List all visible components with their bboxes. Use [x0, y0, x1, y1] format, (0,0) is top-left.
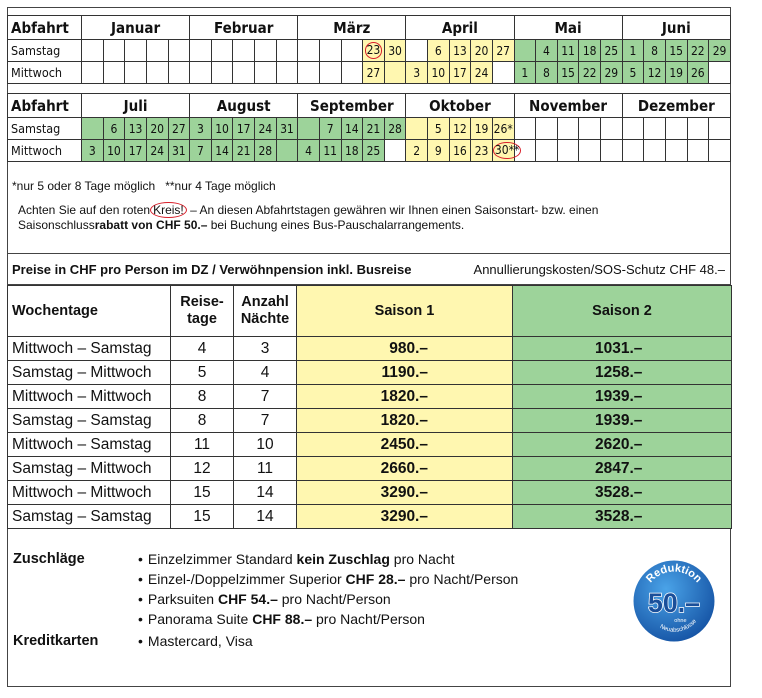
date-cell: 1: [622, 40, 644, 62]
weekday-label: Mittwoch: [8, 140, 82, 162]
date-cell: [601, 118, 623, 140]
badge-bottom-1: ohne: [674, 618, 687, 625]
travel-days: 15: [171, 505, 234, 529]
weekday-label: Samstag: [8, 118, 82, 140]
weekday-row: [8, 62, 731, 84]
price-season-1: 2660.–: [297, 457, 513, 481]
surcharge-text: Einzel-/Doppelzimmer Superior: [147, 571, 346, 587]
date-cell: [363, 40, 385, 62]
date-cell: 3: [82, 140, 104, 162]
surcharge-text: Einzelzimmer Standard: [147, 551, 297, 567]
date-cell: [146, 40, 168, 62]
price-row: [8, 457, 732, 481]
date-cell: 26*: [492, 118, 514, 140]
month-name: April: [406, 16, 514, 40]
nights: 7: [234, 409, 297, 433]
date-cell: [622, 140, 644, 162]
price-season-1: 1820.–: [297, 409, 513, 433]
route: Samstag – Samstag: [8, 409, 171, 433]
date-cell: [298, 62, 320, 84]
month-name: März: [298, 16, 406, 40]
price-season-2: 3528.–: [513, 481, 732, 505]
date-cell: 13: [449, 40, 471, 62]
date-cell: 6: [103, 118, 125, 140]
surcharge-text: Panorama Suite: [147, 611, 253, 627]
date-cell: 25: [363, 140, 385, 162]
date-cell: 31: [168, 140, 190, 162]
date-cell: 18: [579, 40, 601, 62]
date-cell: 29: [601, 62, 623, 84]
surcharge-item: [138, 609, 518, 629]
nights: 11: [234, 457, 297, 481]
date-cell: 28: [255, 140, 277, 162]
date-cell: [665, 140, 687, 162]
date-cell: [82, 62, 104, 84]
month-name: Januar: [82, 16, 190, 40]
surcharge-item: [138, 569, 518, 589]
date-cell: [514, 118, 536, 140]
date-cell: [492, 140, 520, 162]
month-name: Dezember: [622, 94, 730, 118]
month-name: Juli: [82, 94, 190, 118]
travel-days: 8: [171, 385, 234, 409]
surcharge-amount: CHF 88.–: [252, 611, 313, 627]
price-table-header: [8, 286, 732, 337]
travel-days: 11: [171, 433, 234, 457]
date-cell: [146, 62, 168, 84]
surcharge-amount: CHF 54.–: [217, 591, 278, 607]
date-cell: [536, 118, 558, 140]
credit-cards: • Mastercard, Visa: [138, 631, 253, 651]
hint-text: Achten Sie auf den roten: [18, 203, 151, 217]
surcharge-text: Parksuiten: [147, 591, 218, 607]
circled-date: 30**: [494, 143, 520, 157]
hint-line2-rest: bei Buchung eines Bus-Pauschalarrangements.: [207, 218, 465, 232]
nights: 3: [234, 337, 297, 361]
month-name: September: [298, 94, 406, 118]
date-cell: [233, 62, 255, 84]
month-name: Oktober: [406, 94, 514, 118]
date-cell: [579, 118, 601, 140]
date-cell: [168, 62, 190, 84]
badge-top-text: Reduktion: [644, 562, 705, 586]
price-row: [8, 361, 732, 385]
date-cell: 29: [709, 40, 731, 62]
hint-text-rest: – An diesen Abfahrtstagen gewähren wir Ihnen einen Saisonstart- bzw. einen: [186, 203, 599, 217]
surcharge-amount: kein Zuschlag: [296, 551, 390, 567]
price-season-2: 2847.–: [513, 457, 732, 481]
price-season-1: 1190.–: [297, 361, 513, 385]
date-cell: 24: [471, 62, 493, 84]
date-cell: [709, 118, 731, 140]
surcharge-amount: CHF 28.–: [345, 571, 406, 587]
route: Samstag – Samstag: [8, 505, 171, 529]
date-cell: [103, 62, 125, 84]
date-cell: 12: [449, 118, 471, 140]
date-cell: [622, 118, 644, 140]
nights: 14: [234, 505, 297, 529]
date-cell: [406, 40, 428, 62]
price-season-1: 1820.–: [297, 385, 513, 409]
date-cell: [82, 118, 104, 140]
date-cell: 22: [687, 40, 709, 62]
price-season-2: 1031.–: [513, 337, 732, 361]
date-cell: [255, 62, 277, 84]
price-season-2: 1939.–: [513, 409, 732, 433]
date-cell: 27: [363, 62, 385, 84]
date-cell: 27: [492, 40, 514, 62]
date-cell: [276, 40, 298, 62]
nights: 7: [234, 385, 297, 409]
calendar-second-half: [7, 93, 731, 162]
weekday-row: [8, 140, 731, 162]
circled-date: 23: [366, 43, 381, 57]
date-cell: 14: [211, 140, 233, 162]
date-cell: [82, 40, 104, 62]
travel-days: 8: [171, 409, 234, 433]
date-cell: 8: [536, 62, 558, 84]
price-title: Preise in CHF pro Person im DZ / Verwöhnpension inkl. Busreise: [12, 262, 412, 277]
route: Mittwoch – Mittwoch: [8, 481, 171, 505]
date-cell: 27: [168, 118, 190, 140]
date-cell: [190, 62, 212, 84]
date-cell: 4: [298, 140, 320, 162]
date-cell: 3: [190, 118, 212, 140]
date-cell: 10: [211, 118, 233, 140]
month-name: August: [190, 94, 298, 118]
nights: 4: [234, 361, 297, 385]
travel-days: 15: [171, 481, 234, 505]
date-cell: [709, 140, 731, 162]
date-cell: [233, 40, 255, 62]
month-name: Februar: [190, 16, 298, 40]
surcharge-unit: pro Nacht/Person: [405, 571, 519, 587]
date-cell: 7: [319, 118, 341, 140]
date-cell: [168, 40, 190, 62]
date-cell: 17: [449, 62, 471, 84]
date-cell: 19: [665, 62, 687, 84]
date-cell: [406, 118, 428, 140]
price-season-1: 980.–: [297, 337, 513, 361]
date-cell: 7: [190, 140, 212, 162]
col-season-2: Saison 2: [513, 286, 732, 337]
date-cell: [687, 118, 709, 140]
date-cell: [492, 62, 514, 84]
date-cell: [601, 140, 623, 162]
date-cell: [644, 118, 666, 140]
date-cell: 10: [428, 62, 450, 84]
date-cell: 5: [622, 62, 644, 84]
price-row: [8, 505, 732, 529]
red-circle-word: Kreis!: [150, 202, 187, 218]
credit-cards-list: [138, 631, 253, 651]
hint-discount: rabatt von CHF 50.–: [94, 218, 208, 232]
surcharge-unit: pro Nacht/Person: [277, 591, 391, 607]
hint-line2: Saisonschluss: [18, 218, 95, 232]
price-season-2: 3528.–: [513, 505, 732, 529]
date-cell: 18: [341, 140, 363, 162]
surcharges-list: [138, 549, 518, 629]
date-cell: [687, 140, 709, 162]
date-cell: [255, 40, 277, 62]
date-cell: [298, 40, 320, 62]
surcharge-item: [138, 589, 518, 609]
date-cell: [211, 62, 233, 84]
date-cell: [557, 140, 579, 162]
date-cell: 10: [103, 140, 125, 162]
badge-bottom-2: Neuabschlüsse: [658, 618, 699, 634]
month-header-row: [8, 94, 731, 118]
date-cell: [298, 118, 320, 140]
month-header-row: [8, 16, 731, 40]
date-cell: [341, 62, 363, 84]
date-cell: 23: [471, 140, 493, 162]
route: Samstag – Mittwoch: [8, 361, 171, 385]
date-cell: 9: [428, 140, 450, 162]
travel-days: 5: [171, 361, 234, 385]
date-cell: [384, 140, 406, 162]
date-cell: [514, 40, 536, 62]
date-cell: [211, 40, 233, 62]
price-row: [8, 481, 732, 505]
col-travel-days: Reise- tage: [171, 286, 234, 337]
date-cell: 1: [514, 62, 536, 84]
month-name: November: [514, 94, 622, 118]
date-cell: [384, 62, 406, 84]
date-cell: [319, 62, 341, 84]
date-cell: 20: [471, 40, 493, 62]
date-cell: [276, 140, 298, 162]
footnote: *nur 5 oder 8 Tage möglich **nur 4 Tage möglich: [12, 179, 276, 193]
weekday-label: Samstag: [8, 40, 82, 62]
date-cell: [644, 140, 666, 162]
date-cell: [125, 62, 147, 84]
date-cell: 20: [146, 118, 168, 140]
price-season-1: 3290.–: [297, 505, 513, 529]
date-cell: 19: [471, 118, 493, 140]
date-cell: 21: [363, 118, 385, 140]
date-cell: 2: [406, 140, 428, 162]
surcharge-unit: pro Nacht: [389, 551, 455, 567]
month-name: Juni: [622, 16, 730, 40]
credit-cards-heading: Kreditkarten: [13, 633, 99, 649]
route: Mittwoch – Samstag: [8, 337, 171, 361]
date-cell: 15: [557, 62, 579, 84]
nights: 10: [234, 433, 297, 457]
date-cell: 24: [146, 140, 168, 162]
date-cell: 22: [579, 62, 601, 84]
date-cell: 8: [644, 40, 666, 62]
calendar-notes: [12, 179, 724, 233]
price-season-2: 1258.–: [513, 361, 732, 385]
price-season-2: 2620.–: [513, 433, 732, 457]
weekday-label: Mittwoch: [8, 62, 82, 84]
date-cell: 13: [125, 118, 147, 140]
date-cell: 21: [233, 140, 255, 162]
date-cell: 26: [687, 62, 709, 84]
date-cell: [341, 40, 363, 62]
date-cell: 6: [428, 40, 450, 62]
date-cell: 4: [536, 40, 558, 62]
route: Mittwoch – Samstag: [8, 433, 171, 457]
date-cell: 15: [665, 40, 687, 62]
date-cell: 17: [125, 140, 147, 162]
date-cell: 28: [384, 118, 406, 140]
departure-label: Abfahrt: [8, 94, 82, 118]
date-cell: [125, 40, 147, 62]
date-cell: [536, 140, 558, 162]
date-cell: 24: [255, 118, 277, 140]
date-cell: [579, 140, 601, 162]
surcharge-unit: pro Nacht/Person: [312, 611, 425, 627]
date-cell: 16: [449, 140, 471, 162]
price-header-bar: [7, 253, 731, 285]
price-row: [8, 385, 732, 409]
date-cell: [709, 62, 731, 84]
route: Samstag – Mittwoch: [8, 457, 171, 481]
route: Mittwoch – Mittwoch: [8, 385, 171, 409]
price-season-1: 2450.–: [297, 433, 513, 457]
col-weekdays: Wochentage: [8, 286, 171, 337]
month-name: Mai: [514, 16, 622, 40]
discount-hint: [12, 203, 724, 233]
date-cell: [319, 40, 341, 62]
date-cell: 11: [557, 40, 579, 62]
price-season-2: 1939.–: [513, 385, 732, 409]
date-cell: [190, 40, 212, 62]
date-cell: 11: [319, 140, 341, 162]
col-season-1: Saison 1: [297, 286, 513, 337]
date-cell: [557, 118, 579, 140]
date-cell: 17: [233, 118, 255, 140]
price-season-1: 3290.–: [297, 481, 513, 505]
travel-days: 12: [171, 457, 234, 481]
date-cell: [103, 40, 125, 62]
date-cell: 31: [276, 118, 298, 140]
date-cell: 25: [601, 40, 623, 62]
departure-label: Abfahrt: [8, 16, 82, 40]
date-cell: 5: [428, 118, 450, 140]
price-row: [8, 409, 732, 433]
surcharge-item: [138, 549, 518, 569]
date-cell: [665, 118, 687, 140]
cancellation-cost: Annullierungskosten/SOS-Schutz CHF 48.–: [473, 262, 725, 277]
date-cell: [276, 62, 298, 84]
travel-days: 4: [171, 337, 234, 361]
price-row: [8, 337, 732, 361]
weekday-row: [8, 40, 731, 62]
date-cell: 14: [341, 118, 363, 140]
date-cell: 30: [384, 40, 406, 62]
date-cell: 12: [644, 62, 666, 84]
price-table: [7, 285, 732, 529]
col-nights: Anzahl Nächte: [234, 286, 297, 337]
calendar-first-half: [7, 15, 731, 84]
surcharges-heading: Zuschläge: [13, 551, 85, 567]
badge-value: 50.–: [648, 588, 700, 619]
discount-badge: [628, 555, 720, 647]
nights: 14: [234, 481, 297, 505]
weekday-row: [8, 118, 731, 140]
price-row: [8, 433, 732, 457]
date-cell: 3: [406, 62, 428, 84]
